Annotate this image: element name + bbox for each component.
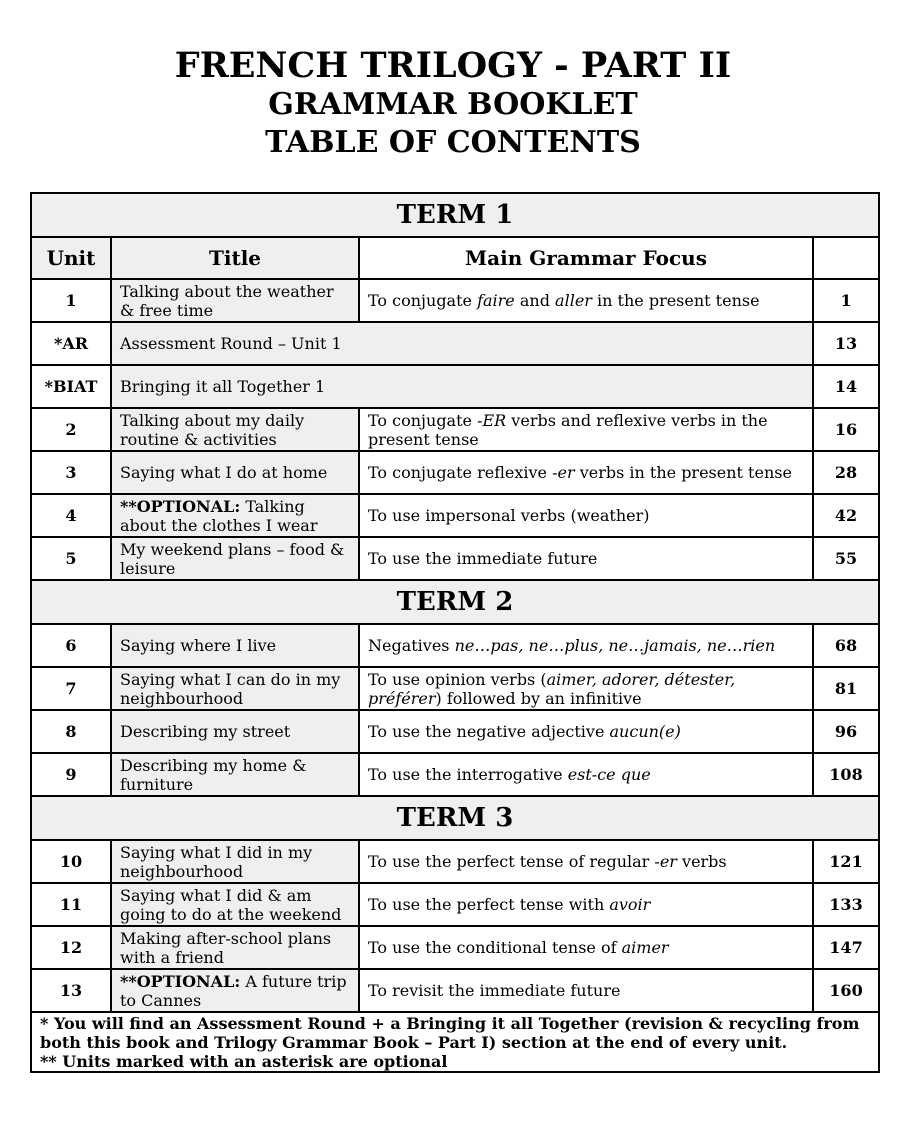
page-number: 121 [813,840,879,883]
unit-number: 10 [31,840,111,883]
grammar-focus: To use the immediate future [359,537,813,580]
document-subtitle-toc: TABLE OF CONTENTS [265,125,641,160]
page-number: 28 [813,451,879,494]
table-row [31,926,879,969]
unit-title: Saying what I can do in my neighbourhood [111,667,359,710]
grammar-focus: To conjugate -ER verbs and reflexive verbs in the present tense [359,408,813,451]
table-row [31,322,879,365]
optional-marker: **OPTIONAL: [120,971,241,991]
grammar-focus: To revisit the immediate future [359,969,813,1012]
footnote-assessment: * You will find an Assessment Round + a Bringing it all Together (revision & recycling from both this book and Trilogy Grammar Book – Part I) section at the end of every unit. [40,1013,860,1052]
unit-title: Making after-school plans with a friend [111,926,359,969]
unit-number: 9 [31,753,111,796]
column-header-row [31,237,879,279]
unit-title: Describing my street [111,710,359,753]
table-row [31,279,879,322]
grammar-focus: To use the conditional tense of aimer [359,926,813,969]
unit-number: *BIAT [31,365,111,408]
footnote-optional: ** Units marked with an asterisk are optional [40,1051,448,1071]
unit-title: **OPTIONAL: A future trip to Cannes [111,969,359,1012]
document-subtitle: GRAMMAR BOOKLET [268,87,638,122]
table-of-contents [30,192,880,1073]
page-number: 14 [813,365,879,408]
term-header-row [31,193,879,237]
unit-title: Assessment Round – Unit 1 [111,322,813,365]
unit-number: 2 [31,408,111,451]
term-label: TERM 1 [31,193,879,237]
unit-number: 6 [31,624,111,667]
unit-title: **OPTIONAL: Talking about the clothes I wear [111,494,359,537]
table-row [31,365,879,408]
column-header-unit: Unit [31,237,111,279]
grammar-focus: To use the negative adjective aucun(e) [359,710,813,753]
table-row [31,883,879,926]
table-row [31,624,879,667]
page-number: 96 [813,710,879,753]
unit-title: Talking about my daily routine & activities [111,408,359,451]
page-number: 133 [813,883,879,926]
toc-body [31,193,879,1072]
page-number: 16 [813,408,879,451]
column-header-focus: Main Grammar Focus [359,237,813,279]
page-number: 160 [813,969,879,1012]
unit-number: 12 [31,926,111,969]
unit-number: 13 [31,969,111,1012]
table-row [31,667,879,710]
unit-number: *AR [31,322,111,365]
unit-number: 8 [31,710,111,753]
unit-number: 1 [31,279,111,322]
unit-title: My weekend plans – food & leisure [111,537,359,580]
page-number: 42 [813,494,879,537]
grammar-focus: Negatives ne…pas, ne…plus, ne…jamais, ne…rien [359,624,813,667]
grammar-focus: To use opinion verbs (aimer, adorer, détester, préférer) followed by an infinitive [359,667,813,710]
column-header-title: Title [111,237,359,279]
table-row [31,753,879,796]
grammar-focus: To use the perfect tense with avoir [359,883,813,926]
unit-number: 7 [31,667,111,710]
footnote-row [31,1012,879,1072]
unit-title: Bringing it all Together 1 [111,365,813,408]
table-row [31,969,879,1012]
column-header-page [813,237,879,279]
page-number: 81 [813,667,879,710]
unit-title: Describing my home & furniture [111,753,359,796]
term-header-row [31,580,879,624]
document-title: FRENCH TRILOGY - PART II [174,45,732,86]
table-row [31,494,879,537]
unit-number: 4 [31,494,111,537]
unit-number: 5 [31,537,111,580]
grammar-focus: To use the interrogative est-ce que [359,753,813,796]
grammar-focus: To use the perfect tense of regular -er verbs [359,840,813,883]
table-row [31,408,879,451]
table-row [31,451,879,494]
unit-title: Saying where I live [111,624,359,667]
term-label: TERM 2 [31,580,879,624]
page-number: 13 [813,322,879,365]
page-number: 108 [813,753,879,796]
table-row [31,537,879,580]
unit-number: 11 [31,883,111,926]
optional-marker: **OPTIONAL: [120,496,241,516]
page-number: 1 [813,279,879,322]
table-row [31,710,879,753]
footnotes [31,1012,879,1072]
unit-title: Saying what I did & am going to do at the weekend [111,883,359,926]
page-number: 68 [813,624,879,667]
grammar-focus: To conjugate reflexive -er verbs in the present tense [359,451,813,494]
document-header [0,46,906,162]
grammar-focus: To conjugate faire and aller in the present tense [359,279,813,322]
unit-number: 3 [31,451,111,494]
term-header-row [31,796,879,840]
unit-title: Saying what I did in my neighbourhood [111,840,359,883]
page-number: 55 [813,537,879,580]
page-number: 147 [813,926,879,969]
unit-title: Saying what I do at home [111,451,359,494]
unit-title: Talking about the weather & free time [111,279,359,322]
term-label: TERM 3 [31,796,879,840]
table-row [31,840,879,883]
grammar-focus: To use impersonal verbs (weather) [359,494,813,537]
